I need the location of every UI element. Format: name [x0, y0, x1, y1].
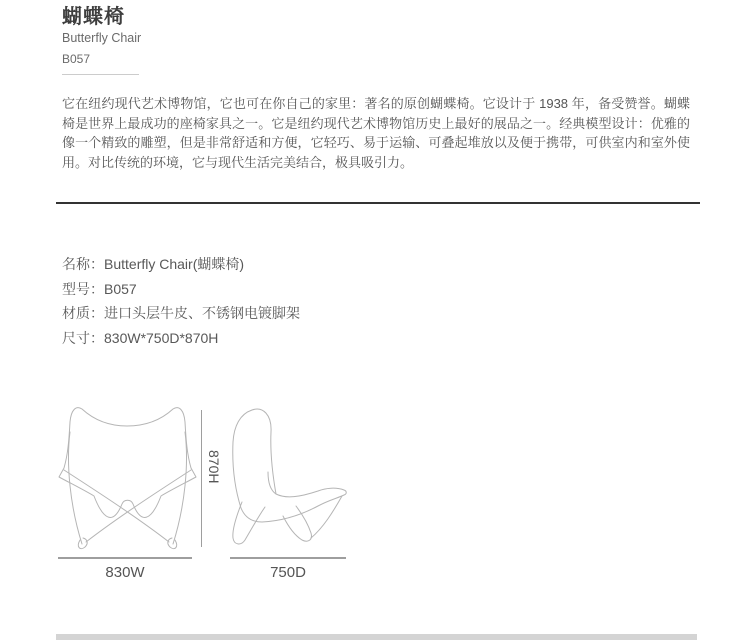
product-name-en: Butterfly Chair [62, 31, 142, 45]
chair-side-view-drawing [228, 402, 350, 554]
section-divider [56, 202, 700, 204]
product-description: 它在纽约现代艺术博物馆，它也可在你自己的家里：著名的原创蝴蝶椅。它设计于 1938 年，备受赞誉。蝴蝶椅是世界上最成功的座椅家具之一。它是纽约现代艺术博物馆历史上最好的展品之一。经典模型设计：优雅的像一个精致的雕塑，但是非常舒适和方便，它轻巧、易于运输、可叠起堆放以及便于携带，可供室内和室外使用。对比传统的环境，它与现代生活完美结合，极具吸引力。 [62, 96, 690, 170]
width-dimension-label: 830W [105, 564, 145, 581]
page-title: 蝴蝶椅 [62, 6, 125, 28]
spec-name: 名称：Butterfly Chair(蝴蝶椅) [62, 256, 245, 272]
height-dimension-label: 870H [206, 450, 222, 484]
depth-dimension-line [230, 557, 346, 559]
spec-material: 材质：进口头层牛皮、不锈钢电镀脚架 [62, 305, 300, 321]
title-underline [62, 74, 139, 75]
spec-list [62, 252, 300, 350]
height-dimension-line [201, 410, 202, 547]
product-model-number: B057 [62, 52, 91, 66]
spec-size: 尺寸：830W*750D*870H [62, 329, 219, 346]
spec-model: 型号：B057 [62, 280, 137, 297]
depth-dimension-label: 750D [270, 564, 306, 581]
width-dimension-line [58, 557, 192, 559]
chair-front-view-drawing [56, 402, 200, 554]
bottom-divider [56, 634, 697, 640]
